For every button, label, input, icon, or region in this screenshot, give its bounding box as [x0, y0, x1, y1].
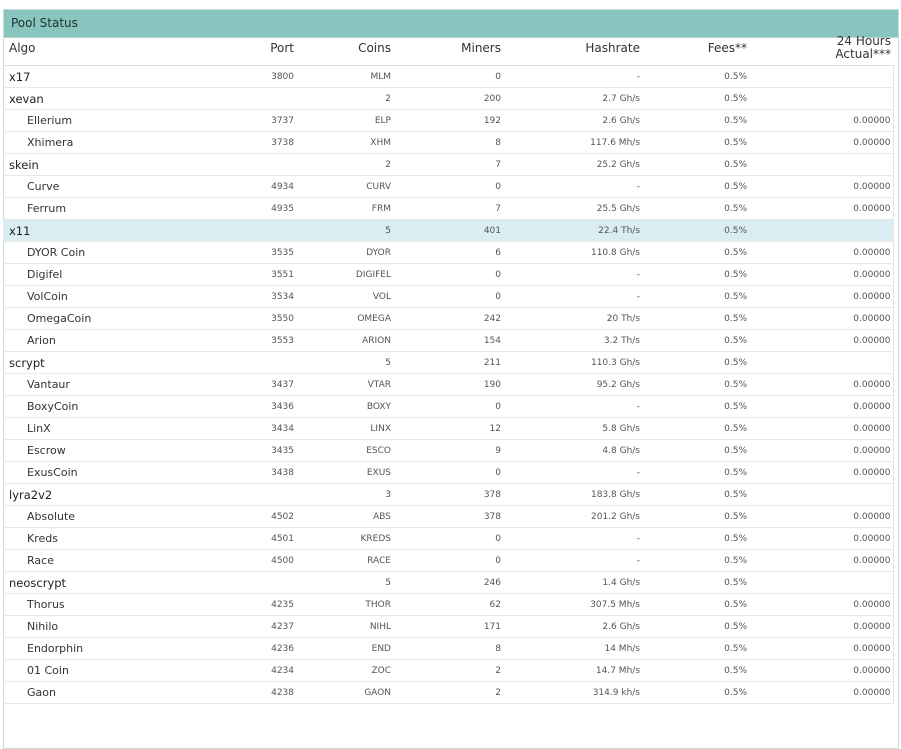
- cell-miners: 6: [393, 242, 503, 264]
- coin-row[interactable]: [3, 550, 893, 572]
- cell-fees: 0.5%: [642, 528, 749, 550]
- cell-fees: 0.5%: [642, 66, 749, 88]
- col-header-coins[interactable]: Coins: [296, 30, 393, 66]
- coin-row[interactable]: [3, 418, 893, 440]
- cell-actual: 0.00000: [749, 264, 893, 286]
- cell-name: Gaon: [3, 682, 153, 704]
- cell-name: Kreds: [3, 528, 153, 550]
- coin-row[interactable]: [3, 616, 893, 638]
- cell-port: [153, 484, 296, 506]
- cell-hashrate: -: [503, 66, 642, 88]
- cell-actual: 0.00000: [749, 286, 893, 308]
- cell-port: [153, 572, 296, 594]
- cell-hashrate: 4.8 Gh/s: [503, 440, 642, 462]
- cell-fees: 0.5%: [642, 484, 749, 506]
- coin-row[interactable]: [3, 506, 893, 528]
- coin-row[interactable]: [3, 594, 893, 616]
- cell-fees: 0.5%: [642, 330, 749, 352]
- cell-actual: 0.00000: [749, 594, 893, 616]
- cell-miners: 12: [393, 418, 503, 440]
- cell-coins: NIHL: [296, 616, 393, 638]
- cell-fees: 0.5%: [642, 396, 749, 418]
- cell-fees: 0.5%: [642, 110, 749, 132]
- cell-miners: 171: [393, 616, 503, 638]
- cell-actual: 0.00000: [749, 462, 893, 484]
- coin-row[interactable]: [3, 330, 893, 352]
- cell-hashrate: -: [503, 462, 642, 484]
- cell-miners: 0: [393, 528, 503, 550]
- algo-row[interactable]: [3, 66, 893, 88]
- table-body: [3, 66, 893, 704]
- cell-coins: MLM: [296, 66, 393, 88]
- cell-miners: 211: [393, 352, 503, 374]
- cell-fees: 0.5%: [642, 264, 749, 286]
- cell-miners: 62: [393, 594, 503, 616]
- cell-actual: [749, 220, 893, 242]
- cell-actual: [749, 88, 893, 110]
- cell-coins: CURV: [296, 176, 393, 198]
- cell-name: Arion: [3, 330, 153, 352]
- cell-fees: 0.5%: [642, 176, 749, 198]
- cell-hashrate: -: [503, 396, 642, 418]
- cell-name: xevan: [3, 88, 153, 110]
- cell-fees: 0.5%: [642, 242, 749, 264]
- cell-hashrate: 117.6 Mh/s: [503, 132, 642, 154]
- coin-row[interactable]: [3, 176, 893, 198]
- cell-name: skein: [3, 154, 153, 176]
- cell-miners: 0: [393, 286, 503, 308]
- cell-miners: 0: [393, 176, 503, 198]
- col-header-fees[interactable]: Fees**: [642, 30, 749, 66]
- cell-hashrate: 22.4 Th/s: [503, 220, 642, 242]
- cell-miners: 190: [393, 374, 503, 396]
- cell-name: LinX: [3, 418, 153, 440]
- cell-actual: [749, 352, 893, 374]
- col-header-algo[interactable]: Algo: [3, 30, 153, 66]
- cell-miners: 7: [393, 198, 503, 220]
- cell-miners: 2: [393, 660, 503, 682]
- cell-fees: 0.5%: [642, 506, 749, 528]
- cell-hashrate: 307.5 Mh/s: [503, 594, 642, 616]
- cell-miners: 0: [393, 396, 503, 418]
- cell-coins: 2: [296, 88, 393, 110]
- cell-name: Absolute: [3, 506, 153, 528]
- cell-port: 3434: [153, 418, 296, 440]
- cell-port: 3438: [153, 462, 296, 484]
- cell-actual: 0.00000: [749, 638, 893, 660]
- cell-actual: 0.00000: [749, 506, 893, 528]
- cell-miners: 154: [393, 330, 503, 352]
- cell-actual: 0.00000: [749, 242, 893, 264]
- pool-status-table: [3, 30, 894, 704]
- algo-row[interactable]: [3, 352, 893, 374]
- cell-name: x11: [3, 220, 153, 242]
- cell-port: 3550: [153, 308, 296, 330]
- cell-actual: 0.00000: [749, 374, 893, 396]
- cell-port: 3737: [153, 110, 296, 132]
- cell-port: 4500: [153, 550, 296, 572]
- pool-status-table-wrap: [3, 30, 893, 704]
- cell-fees: 0.5%: [642, 88, 749, 110]
- cell-port: 3553: [153, 330, 296, 352]
- cell-port: 4237: [153, 616, 296, 638]
- cell-fees: 0.5%: [642, 440, 749, 462]
- cell-miners: 246: [393, 572, 503, 594]
- cell-coins: ZOC: [296, 660, 393, 682]
- cell-name: Escrow: [3, 440, 153, 462]
- cell-fees: 0.5%: [642, 154, 749, 176]
- cell-miners: 242: [393, 308, 503, 330]
- cell-fees: 0.5%: [642, 198, 749, 220]
- cell-hashrate: 20 Th/s: [503, 308, 642, 330]
- cell-miners: 2: [393, 682, 503, 704]
- cell-coins: XHM: [296, 132, 393, 154]
- cell-hashrate: 3.2 Th/s: [503, 330, 642, 352]
- cell-coins: VTAR: [296, 374, 393, 396]
- cell-hashrate: 110.8 Gh/s: [503, 242, 642, 264]
- cell-hashrate: 5.8 Gh/s: [503, 418, 642, 440]
- coin-row[interactable]: [3, 110, 893, 132]
- coin-row[interactable]: [3, 286, 893, 308]
- cell-actual: 0.00000: [749, 308, 893, 330]
- cell-coins: 2: [296, 154, 393, 176]
- cell-actual: 0.00000: [749, 528, 893, 550]
- cell-name: Thorus: [3, 594, 153, 616]
- cell-port: 3535: [153, 242, 296, 264]
- cell-actual: 0.00000: [749, 330, 893, 352]
- col-header-miners[interactable]: Miners: [393, 30, 503, 66]
- cell-miners: 0: [393, 550, 503, 572]
- cell-actual: 0.00000: [749, 660, 893, 682]
- cell-coins: ELP: [296, 110, 393, 132]
- cell-port: [153, 352, 296, 374]
- cell-port: 4935: [153, 198, 296, 220]
- cell-miners: 0: [393, 462, 503, 484]
- cell-actual: [749, 484, 893, 506]
- cell-hashrate: 110.3 Gh/s: [503, 352, 642, 374]
- cell-fees: 0.5%: [642, 374, 749, 396]
- cell-miners: 378: [393, 484, 503, 506]
- cell-hashrate: -: [503, 528, 642, 550]
- cell-name: DYOR Coin: [3, 242, 153, 264]
- cell-coins: KREDS: [296, 528, 393, 550]
- table-header-row: [3, 30, 893, 66]
- cell-coins: RACE: [296, 550, 393, 572]
- coin-row[interactable]: [3, 528, 893, 550]
- cell-coins: 5: [296, 220, 393, 242]
- cell-name: ExusCoin: [3, 462, 153, 484]
- cell-actual: 0.00000: [749, 176, 893, 198]
- cell-port: 3435: [153, 440, 296, 462]
- cell-name: Xhimera: [3, 132, 153, 154]
- cell-port: 3800: [153, 66, 296, 88]
- algo-row[interactable]: [3, 154, 893, 176]
- cell-hashrate: 201.2 Gh/s: [503, 506, 642, 528]
- cell-port: [153, 154, 296, 176]
- cell-miners: 0: [393, 66, 503, 88]
- col-header-actual[interactable]: [749, 30, 893, 66]
- cell-coins: EXUS: [296, 462, 393, 484]
- cell-miners: 8: [393, 638, 503, 660]
- cell-coins: 3: [296, 484, 393, 506]
- cell-coins: VOL: [296, 286, 393, 308]
- cell-name: VolCoin: [3, 286, 153, 308]
- cell-actual: 0.00000: [749, 550, 893, 572]
- coin-row[interactable]: [3, 242, 893, 264]
- cell-name: Curve: [3, 176, 153, 198]
- cell-coins: ABS: [296, 506, 393, 528]
- cell-fees: 0.5%: [642, 286, 749, 308]
- cell-hashrate: 14 Mh/s: [503, 638, 642, 660]
- cell-actual: [749, 572, 893, 594]
- cell-port: 3534: [153, 286, 296, 308]
- cell-miners: 0: [393, 264, 503, 286]
- cell-fees: 0.5%: [642, 616, 749, 638]
- cell-coins: ARION: [296, 330, 393, 352]
- coin-row[interactable]: [3, 660, 893, 682]
- coin-row[interactable]: [3, 198, 893, 220]
- coin-row[interactable]: [3, 264, 893, 286]
- cell-coins: LINX: [296, 418, 393, 440]
- cell-port: 4236: [153, 638, 296, 660]
- cell-coins: ESCO: [296, 440, 393, 462]
- cell-port: 4501: [153, 528, 296, 550]
- cell-actual: 0.00000: [749, 110, 893, 132]
- cell-name: 01 Coin: [3, 660, 153, 682]
- cell-hashrate: 314.9 kh/s: [503, 682, 642, 704]
- cell-name: Digifel: [3, 264, 153, 286]
- cell-coins: 5: [296, 572, 393, 594]
- cell-hashrate: -: [503, 176, 642, 198]
- cell-port: 3437: [153, 374, 296, 396]
- cell-name: Ferrum: [3, 198, 153, 220]
- cell-actual: 0.00000: [749, 418, 893, 440]
- algo-row[interactable]: [3, 88, 893, 110]
- algo-row[interactable]: [3, 484, 893, 506]
- coin-row[interactable]: [3, 682, 893, 704]
- cell-miners: 8: [393, 132, 503, 154]
- coin-row[interactable]: [3, 374, 893, 396]
- cell-name: lyra2v2: [3, 484, 153, 506]
- cell-miners: 9: [393, 440, 503, 462]
- cell-coins: GAON: [296, 682, 393, 704]
- cell-name: Race: [3, 550, 153, 572]
- coin-row[interactable]: [3, 462, 893, 484]
- cell-miners: 200: [393, 88, 503, 110]
- cell-coins: END: [296, 638, 393, 660]
- cell-hashrate: 2.6 Gh/s: [503, 616, 642, 638]
- coin-row[interactable]: [3, 308, 893, 330]
- coin-row[interactable]: [3, 638, 893, 660]
- cell-coins: DIGIFEL: [296, 264, 393, 286]
- cell-hashrate: 14.7 Mh/s: [503, 660, 642, 682]
- cell-port: 4235: [153, 594, 296, 616]
- cell-name: scrypt: [3, 352, 153, 374]
- cell-name: Nihilo: [3, 616, 153, 638]
- cell-port: 4934: [153, 176, 296, 198]
- cell-coins: BOXY: [296, 396, 393, 418]
- cell-name: Ellerium: [3, 110, 153, 132]
- cell-fees: 0.5%: [642, 682, 749, 704]
- cell-port: 4238: [153, 682, 296, 704]
- cell-hashrate: 2.7 Gh/s: [503, 88, 642, 110]
- cell-port: 3551: [153, 264, 296, 286]
- col-header-actual-line1: 24 Hours: [836, 33, 891, 48]
- cell-coins: 5: [296, 352, 393, 374]
- algo-row[interactable]: [3, 572, 893, 594]
- cell-name: Vantaur: [3, 374, 153, 396]
- cell-hashrate: -: [503, 264, 642, 286]
- cell-name: OmegaCoin: [3, 308, 153, 330]
- cell-port: 4502: [153, 506, 296, 528]
- panel-title: Pool Status: [4, 10, 898, 38]
- cell-actual: [749, 66, 893, 88]
- cell-fees: 0.5%: [642, 638, 749, 660]
- cell-actual: 0.00000: [749, 396, 893, 418]
- cell-name: neoscrypt: [3, 572, 153, 594]
- cell-fees: 0.5%: [642, 594, 749, 616]
- cell-actual: 0.00000: [749, 682, 893, 704]
- cell-fees: 0.5%: [642, 352, 749, 374]
- cell-port: 3738: [153, 132, 296, 154]
- cell-fees: 0.5%: [642, 660, 749, 682]
- cell-hashrate: 183.8 Gh/s: [503, 484, 642, 506]
- cell-coins: OMEGA: [296, 308, 393, 330]
- cell-hashrate: 25.5 Gh/s: [503, 198, 642, 220]
- cell-actual: 0.00000: [749, 132, 893, 154]
- cell-fees: 0.5%: [642, 220, 749, 242]
- cell-fees: 0.5%: [642, 308, 749, 330]
- cell-fees: 0.5%: [642, 462, 749, 484]
- cell-actual: [749, 154, 893, 176]
- cell-hashrate: 2.6 Gh/s: [503, 110, 642, 132]
- cell-fees: 0.5%: [642, 132, 749, 154]
- col-header-actual-line2: Actual***: [835, 46, 891, 61]
- cell-fees: 0.5%: [642, 550, 749, 572]
- coin-row[interactable]: [3, 440, 893, 462]
- cell-port: 4234: [153, 660, 296, 682]
- cell-hashrate: -: [503, 286, 642, 308]
- cell-coins: FRM: [296, 198, 393, 220]
- coin-row[interactable]: [3, 396, 893, 418]
- cell-port: [153, 220, 296, 242]
- cell-miners: 192: [393, 110, 503, 132]
- col-header-port[interactable]: Port: [153, 30, 296, 66]
- cell-fees: 0.5%: [642, 418, 749, 440]
- col-header-hashrate[interactable]: Hashrate: [503, 30, 642, 66]
- cell-actual: 0.00000: [749, 440, 893, 462]
- cell-fees: 0.5%: [642, 572, 749, 594]
- algo-row[interactable]: [3, 220, 893, 242]
- coin-row[interactable]: [3, 132, 893, 154]
- cell-hashrate: 25.2 Gh/s: [503, 154, 642, 176]
- cell-name: x17: [3, 66, 153, 88]
- cell-actual: 0.00000: [749, 198, 893, 220]
- cell-hashrate: 1.4 Gh/s: [503, 572, 642, 594]
- cell-miners: 7: [393, 154, 503, 176]
- cell-coins: DYOR: [296, 242, 393, 264]
- cell-miners: 401: [393, 220, 503, 242]
- cell-actual: 0.00000: [749, 616, 893, 638]
- cell-hashrate: 95.2 Gh/s: [503, 374, 642, 396]
- cell-hashrate: -: [503, 550, 642, 572]
- cell-miners: 378: [393, 506, 503, 528]
- cell-coins: THOR: [296, 594, 393, 616]
- cell-name: BoxyCoin: [3, 396, 153, 418]
- cell-name: Endorphin: [3, 638, 153, 660]
- cell-port: [153, 88, 296, 110]
- cell-port: 3436: [153, 396, 296, 418]
